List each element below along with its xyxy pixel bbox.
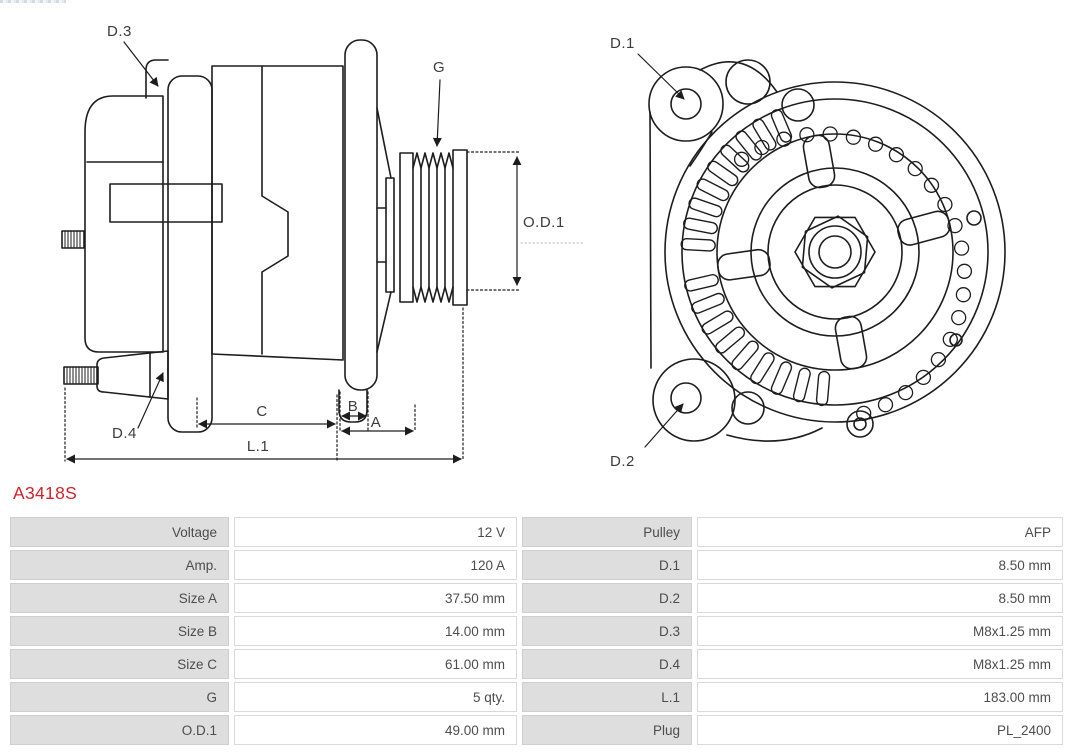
spec-value-cell: 5 qty. [234, 682, 517, 712]
front-view-dimensions [638, 54, 684, 447]
spec-value-cell: 12 V [234, 517, 517, 547]
spec-value-cell: M8x1.25 mm [697, 616, 1063, 646]
spec-label-cell: Size C [10, 649, 229, 679]
spec-value-cell: 8.50 mm [697, 583, 1063, 613]
dim-label-d2: D.2 [610, 453, 635, 470]
spec-value-cell: PL_2400 [697, 715, 1063, 745]
dim-label-d3: D.3 [107, 23, 132, 40]
dim-label-d1: D.1 [610, 35, 635, 52]
spec-label-cell: Voltage [10, 517, 229, 547]
spec-value-cell: AFP [697, 517, 1063, 547]
spec-label-cell: Amp. [10, 550, 229, 580]
spec-label-cell: Pulley [522, 517, 692, 547]
spec-label-cell: G [10, 682, 229, 712]
spec-value-cell: M8x1.25 mm [697, 649, 1063, 679]
dim-label-b: B [347, 398, 359, 415]
front-view-labels [610, 35, 635, 470]
spec-label-cell: D.2 [522, 583, 692, 613]
dim-label-od1: O.D.1 [523, 214, 565, 231]
alternator-side-view [62, 40, 467, 432]
spec-label-cell: D.3 [522, 616, 692, 646]
spec-label-cell: Plug [522, 715, 692, 745]
dim-label-d4: D.4 [112, 425, 137, 442]
spec-value-cell: 49.00 mm [234, 715, 517, 745]
spec-label-cell: Size A [10, 583, 229, 613]
spec-value-cell: 14.00 mm [234, 616, 517, 646]
spec-value-cell: 61.00 mm [234, 649, 517, 679]
part-number: A3418S [13, 483, 78, 503]
dim-label-l1: L.1 [246, 438, 270, 455]
alternator-front-view [649, 60, 1005, 441]
spec-label-cell: D.4 [522, 649, 692, 679]
spec-label-cell: D.1 [522, 550, 692, 580]
dim-label-a: A [370, 414, 382, 431]
spec-value-cell: 120 A [234, 550, 517, 580]
dim-label-g: G [433, 59, 446, 76]
side-view-dimensions [65, 42, 583, 461]
spec-value-cell: 37.50 mm [234, 583, 517, 613]
spec-label-cell: L.1 [522, 682, 692, 712]
spec-value-cell: 8.50 mm [697, 550, 1063, 580]
dim-label-c: C [256, 403, 268, 420]
spec-label-cell: Size B [10, 616, 229, 646]
spec-table [10, 517, 1063, 745]
spec-label-cell: O.D.1 [10, 715, 229, 745]
spec-value-cell: 183.00 mm [697, 682, 1063, 712]
side-view-labels [107, 23, 565, 455]
